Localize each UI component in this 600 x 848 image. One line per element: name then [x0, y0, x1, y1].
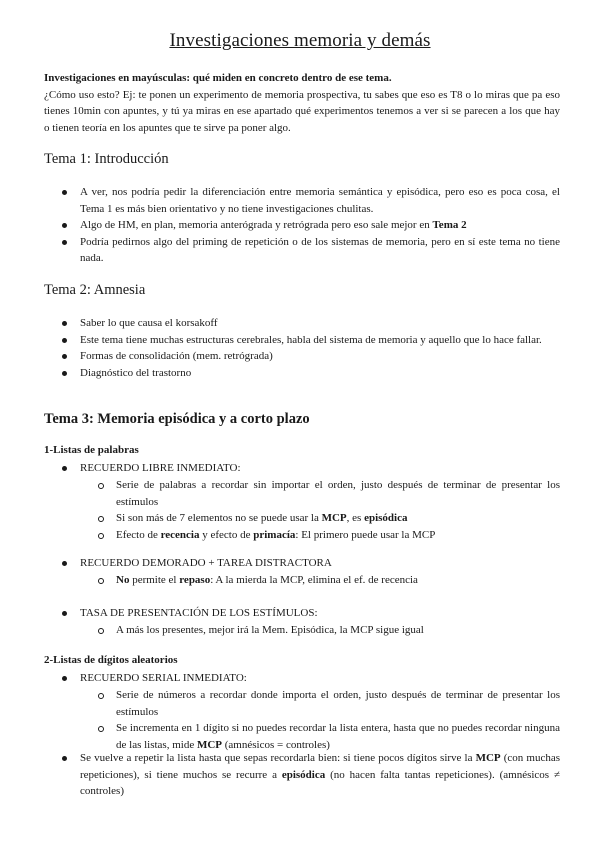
- tema3-heading: Tema 3: Memoria episódica y a corto plazo: [44, 411, 310, 427]
- list-item: A más los presentes, mejor irá la Mem. Episódica, la MCP sigue igual: [80, 622, 560, 639]
- tema2-list: [44, 315, 560, 381]
- tema2-heading: Tema 2: Amnesia: [44, 282, 146, 298]
- intro-heading: Investigaciones en mayúsculas: qué miden en concreto dentro de ese tema.: [44, 72, 392, 84]
- list-item: Este tema tiene muchas estructuras cerebrales, habla del sistema de memoria y aquello que lo hace fallar.: [44, 332, 560, 349]
- list-item: RECUERDO DEMORADO + TAREA DISTRACTORA: [44, 555, 560, 572]
- document-title: Investigaciones memoria y demás: [169, 30, 431, 51]
- list-item: Saber lo que causa el korsakoff: [44, 315, 560, 332]
- list-item: Algo de HM, en plan, memoria anterógrada y retrógrada pero eso sale mejor en Tema 2: [44, 217, 560, 234]
- list-item: Si son más de 7 elementos no se puede usar la MCP, es episódica: [80, 510, 560, 527]
- rl-sublist: [80, 477, 560, 543]
- rd-sublist: [80, 572, 560, 589]
- list-item: Serie de palabras a recordar sin importar el orden, justo después de terminar de presentar los estímulos: [80, 477, 560, 510]
- intro-block: [44, 70, 560, 136]
- rs-sublist: [80, 687, 560, 753]
- tp-list: [44, 605, 560, 622]
- list-item: A ver, nos podría pedir la diferenciación entre memoria semántica y episódica, pero eso es poca cosa, el Tema 1 es más bien orientativo y no tiene investigaciones chulitas.: [44, 184, 560, 217]
- list-item: Formas de consolidación (mem. retrógrada): [44, 348, 560, 365]
- sublist-title-palabras: 1-Listas de palabras: [44, 444, 139, 456]
- list-item: Diagnóstico del trastorno: [44, 365, 560, 382]
- sublist-title-digitos: 2-Listas de dígitos aleatorios: [44, 654, 178, 666]
- tema1-heading: Tema 1: Introducción: [44, 151, 169, 167]
- list-item: RECUERDO SERIAL INMEDIATO:: [44, 670, 560, 687]
- list-item: No permite el repaso: A la mierda la MCP, elimina el ef. de recencia: [80, 572, 560, 589]
- list-item: Se incrementa en 1 dígito si no puedes recordar la lista entera, hasta que no puedes recordar ninguna de las listas, mide MCP (amnésicos = controles): [80, 720, 560, 753]
- intro-text: ¿Cómo uso esto? Ej: te ponen un experimento de memoria prospectiva, tu sabes que eso es T8 o lo miras que pa eso tienes 10min con apuntes, y tú ya miras en ese apartado qué experimentos tenemos a ver si se parecen a los que hay o tienen teoría en los apuntes que te sirve pa poner algo.: [44, 88, 560, 134]
- tp-sublist: [80, 622, 560, 639]
- list-item: Efecto de recencia y efecto de primacía: El primero puede usar la MCP: [80, 527, 560, 544]
- list-item: Podría pedirnos algo del priming de repetición o de los sistemas de memoria, pero en sí este tema no tiene nada.: [44, 234, 560, 267]
- last-list: [44, 750, 560, 800]
- rd-list: [44, 555, 560, 572]
- rl-list: [44, 460, 560, 477]
- tema1-list: [44, 184, 560, 267]
- list-item: Se vuelve a repetir la lista hasta que sepas recordarla bien: si tiene pocos dígitos sirve la MCP (con muchas repeticiones), si tiene muchos se recurre a episódica (no hacen falta tantas repeticiones). (amnésicos ≠ controles): [44, 750, 560, 800]
- list-item: RECUERDO LIBRE INMEDIATO:: [44, 460, 560, 477]
- list-item: Serie de números a recordar donde importa el orden, justo después de terminar de presentar los estímulos: [80, 687, 560, 720]
- rs-list: [44, 670, 560, 687]
- list-item: TASA DE PRESENTACIÓN DE LOS ESTÍMULOS:: [44, 605, 560, 622]
